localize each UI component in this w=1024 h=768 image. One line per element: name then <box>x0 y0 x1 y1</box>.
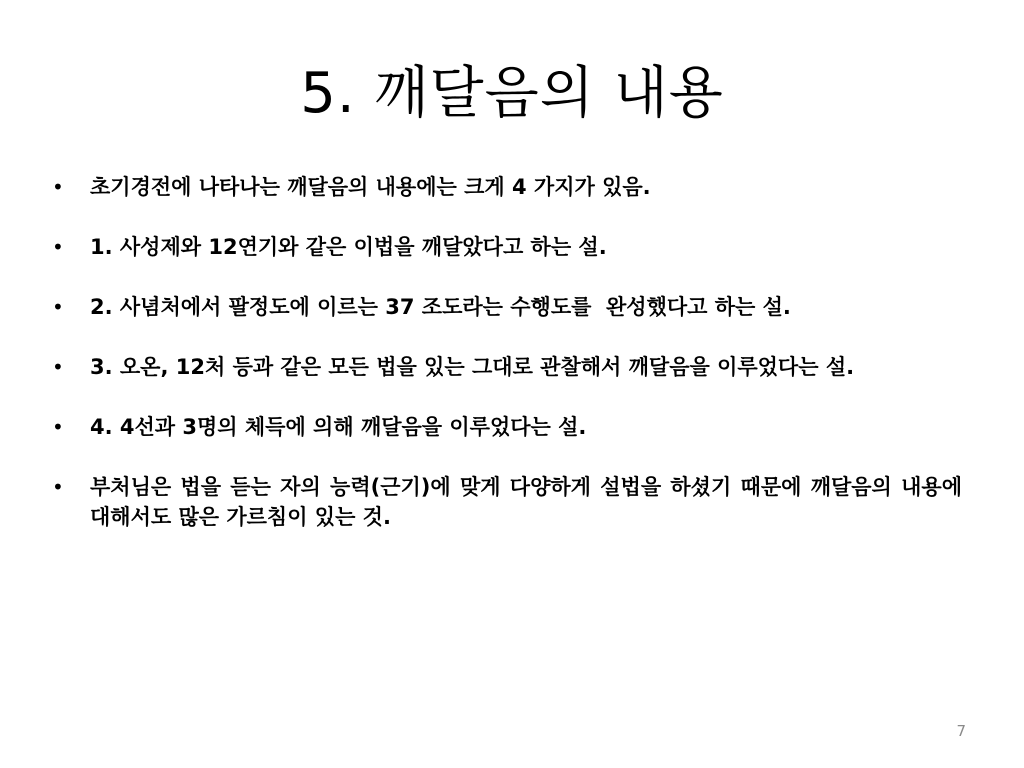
bullet-icon: • <box>52 415 64 439</box>
bullet-item <box>52 232 962 262</box>
bullet-text: 1. 사성제와 12연기와 같은 이법을 깨달았다고 하는 설. <box>90 235 607 259</box>
bullet-icon: • <box>52 355 64 379</box>
bullet-text: 2. 사념처에서 팔정도에 이르는 37 조도라는 수행도를 완성했다고 하는 설. <box>90 295 791 319</box>
bullet-text: 초기경전에 나타나는 깨달음의 내용에는 크게 4 가지가 있음. <box>90 175 651 199</box>
bullet-item <box>52 172 962 202</box>
bullet-item <box>52 292 962 322</box>
bullet-item <box>52 352 962 382</box>
bullet-item <box>52 412 962 442</box>
bullet-icon: • <box>52 475 64 499</box>
bullet-text: 3. 오온, 12처 등과 같은 모든 법을 있는 그대로 관찰해서 깨달음을 이루었다는 설. <box>90 355 855 379</box>
bullet-text: 부처님은 법을 듣는 자의 능력(근기)에 맞게 다양하게 설법을 하셨기 때문에 깨달음의 내용에 대해서도 많은 가르침이 있는 것. <box>90 475 970 529</box>
bullet-icon: • <box>52 175 64 199</box>
slide-title: 5. 깨달음의 내용 <box>300 61 724 126</box>
bullet-item <box>52 472 970 532</box>
bullet-icon: • <box>52 235 64 259</box>
page-number: 7 <box>956 722 966 740</box>
bullet-list <box>52 172 970 562</box>
bullet-icon: • <box>52 295 64 319</box>
bullet-text: 4. 4선과 3명의 체득에 의해 깨달음을 이루었다는 설. <box>90 415 587 439</box>
